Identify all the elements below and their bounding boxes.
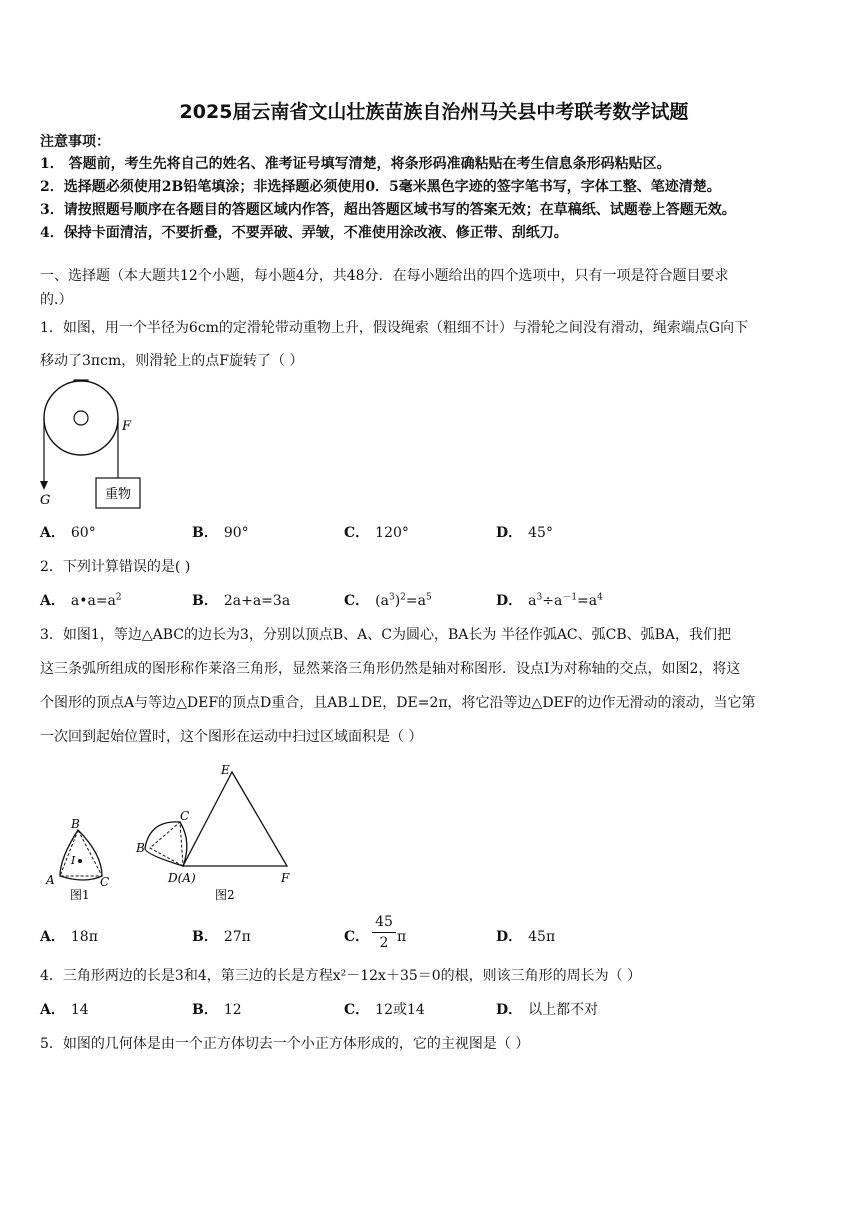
label-g: G [40, 493, 51, 508]
notice-item-3: 3．请按照题号顺序在各题目的答题区域内作答，超出答题区域书写的答案无效；在草稿纸、试题卷上答题无效。 [40, 202, 736, 218]
q4-option-d[interactable]: D． 以上都不对 [496, 1002, 599, 1018]
q3-stem-line2: 这三条弧所组成的图形称作莱洛三角形，显然莱洛三角形仍然是轴对称图形．设点I为对称轴的交点，如图2，将这 [40, 661, 741, 677]
reuleaux-figure [40, 758, 300, 908]
q3-option-a[interactable]: A． 18π [40, 929, 98, 945]
weight-label: 重物 [104, 487, 132, 502]
pulley-axle [74, 411, 88, 425]
notice-item-1: 1． 答题前，考生先将自己的姓名、准考证号填写清楚，将条形码准确粘贴在考生信息条形码粘贴区。 [40, 156, 671, 172]
section-heading-line2: 的.） [40, 292, 73, 308]
svg-text:图2: 图2 [215, 888, 235, 902]
svg-text:E: E [221, 763, 230, 777]
q3-stem-line1: 3．如图1，等边△ABC的边长为3，分别以顶点B、A、C为圆心，BA长为 半径作弧AC、弧CB、弧BA，我们把 [40, 627, 732, 643]
q1-option-b[interactable]: B． 90° [192, 525, 249, 541]
q3-stem-line4: 一次回到起始位置时，这个图形在运动中扫过区域面积是（ ） [40, 729, 423, 745]
page-title: 2025届云南省文山壮族苗族自治州马关县中考联考数学试题 [179, 101, 689, 123]
notice-item-2: 2．选择题必须使用2B铅笔填涂；非选择题必须使用0．5毫米黑色字迹的签字笔书写，字体工整、笔迹清楚。 [40, 179, 721, 195]
svg-text:F: F [281, 871, 290, 885]
q3-option-c[interactable]: C． [344, 929, 370, 945]
q1-option-c[interactable]: C． 120° [344, 525, 409, 541]
q4-option-b[interactable]: B． 12 [192, 1002, 242, 1018]
label-f: F [122, 419, 132, 434]
svg-text:C: C [180, 809, 190, 823]
q3-stem-line3: 个图形的顶点A与等边△DEF的顶点D重合，且AB⊥DE，DE=2π，将它沿等边△DEF的边作无滑动的滚动，当它第 [40, 695, 756, 711]
q4-stem: 4．三角形两边的长是3和4，第三边的长是方程x²－12x＋35＝0的根，则该三角形的周长为（ ） [40, 968, 642, 984]
q1-stem-line2: 移动了3πcm，则滑轮上的点F旋转了（ ） [40, 353, 304, 369]
svg-text:A: A [46, 873, 55, 887]
section-heading-line1: 一、选择题（本大题共12个小题，每小题4分，共48分．在每小题给出的四个选项中，只有一项是符合题目要求 [40, 268, 729, 284]
svg-text:C: C [100, 875, 110, 889]
svg-text:B: B [71, 817, 80, 831]
q2-option-d[interactable]: D． $a^3\div a^{-1}=a^4$ [496, 592, 603, 609]
q3-option-d[interactable]: D． 45π [496, 929, 556, 945]
figure-2 [135, 763, 290, 902]
q2-option-c[interactable]: C． $(a^3)^2=a^5$ [344, 592, 432, 609]
q2-stem: 2．下列计算错误的是( ) [40, 559, 191, 575]
q2-option-b[interactable]: B． 2a+a=3a [192, 593, 291, 609]
q1-option-a[interactable]: A． 60° [40, 525, 96, 541]
q3-option-b[interactable]: B． 27π [192, 929, 251, 945]
q3-option-c-fraction: 45 2 [372, 913, 396, 952]
q2-option-a[interactable]: A． $a•a=a^2$ [40, 592, 122, 609]
pulley-figure [36, 378, 146, 513]
q3-option-c-suffix: π [397, 929, 407, 945]
svg-text:I: I [71, 854, 76, 867]
figure-1 [45, 817, 109, 902]
notice-heading: 注意事项： [40, 134, 110, 150]
q4-option-a[interactable]: A． 14 [40, 1002, 89, 1018]
svg-text:图1: 图1 [70, 888, 90, 902]
q4-option-c[interactable]: C． 12或14 [344, 1002, 425, 1018]
notice-item-4: 4．保持卡面清洁，不要折叠，不要弄破、弄皱，不准使用涂改液、修正带、刮纸刀。 [40, 225, 568, 241]
svg-text:D(A): D(A) [168, 871, 196, 885]
q5-stem: 5．如图的几何体是由一个正方体切去一个小正方体形成的，它的主视图是（ ） [40, 1036, 530, 1052]
q1-option-d[interactable]: D． 45° [496, 525, 553, 541]
svg-text:B: B [136, 841, 145, 855]
q1-stem-line1: 1．如图，用一个半径为6cm的定滑轮带动重物上升，假设绳索（粗细不计）与滑轮之间没有滑动，绳索端点G向下 [40, 320, 749, 336]
